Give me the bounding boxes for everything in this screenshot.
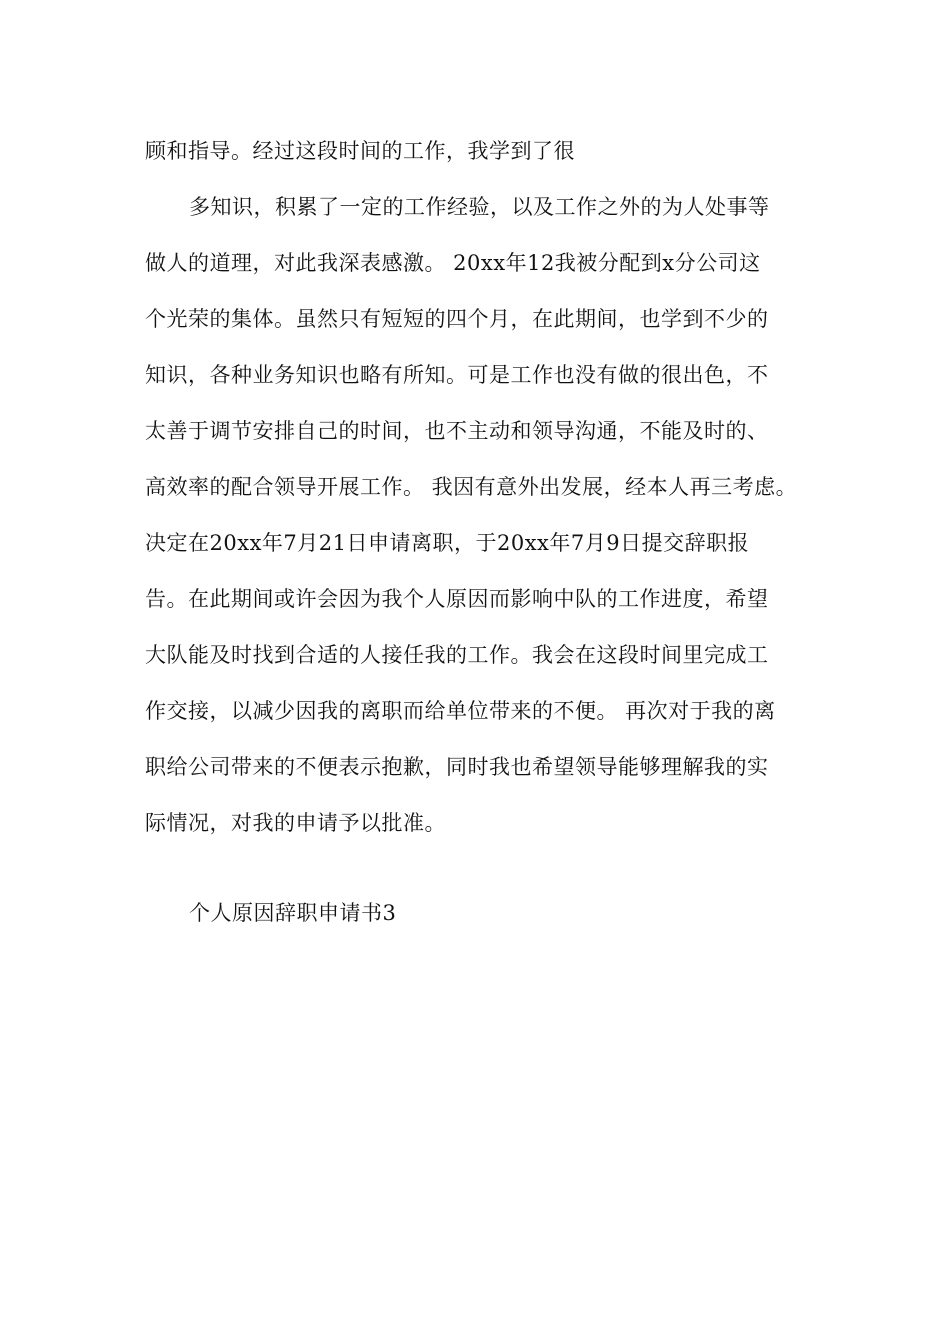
paragraph-line: 知识，各种业务知识也略有所知。可是工作也没有做的很出色，不 (145, 363, 769, 387)
paragraph-line: 高效率的配合领导开展工作。 我因有意外出发展，经本人再三考虑。 (145, 475, 798, 499)
paragraph-line: 个光荣的集体。虽然只有短短的四个月，在此期间，也学到不少的 (145, 307, 769, 331)
paragraph-line: 职给公司带来的不便表示抱歉，同时我也希望领导能够理解我的实 (145, 755, 769, 779)
paragraph-line: 决定在20xx年7月21日申请离职，于20xx年7月9日提交辞职报 (145, 531, 750, 555)
paragraph-line: 多知识，积累了一定的工作经验，以及工作之外的为人处事等 (189, 195, 770, 219)
paragraph-line: 际情况，对我的申请予以批准。 (145, 811, 446, 835)
paragraph-line: 太善于调节安排自己的时间，也不主动和领导沟通，不能及时的、 (145, 419, 769, 443)
section-heading: 个人原因辞职申请书3 (189, 901, 397, 925)
paragraph-line: 顾和指导。经过这段时间的工作，我学到了很 (145, 139, 575, 163)
paragraph-line: 大队能及时找到合适的人接任我的工作。我会在这段时间里完成工 (145, 643, 769, 667)
paragraph-line: 告。在此期间或许会因为我个人原因而影响中队的工作进度，希望 (145, 587, 769, 611)
document-body (145, 128, 845, 946)
paragraph-line: 做人的道理，对此我深表感激。 20xx年12我被分配到x分公司这 (145, 251, 761, 275)
paragraph-line: 作交接，以减少因我的离职而给单位带来的不便。 再次对于我的离 (145, 699, 776, 723)
